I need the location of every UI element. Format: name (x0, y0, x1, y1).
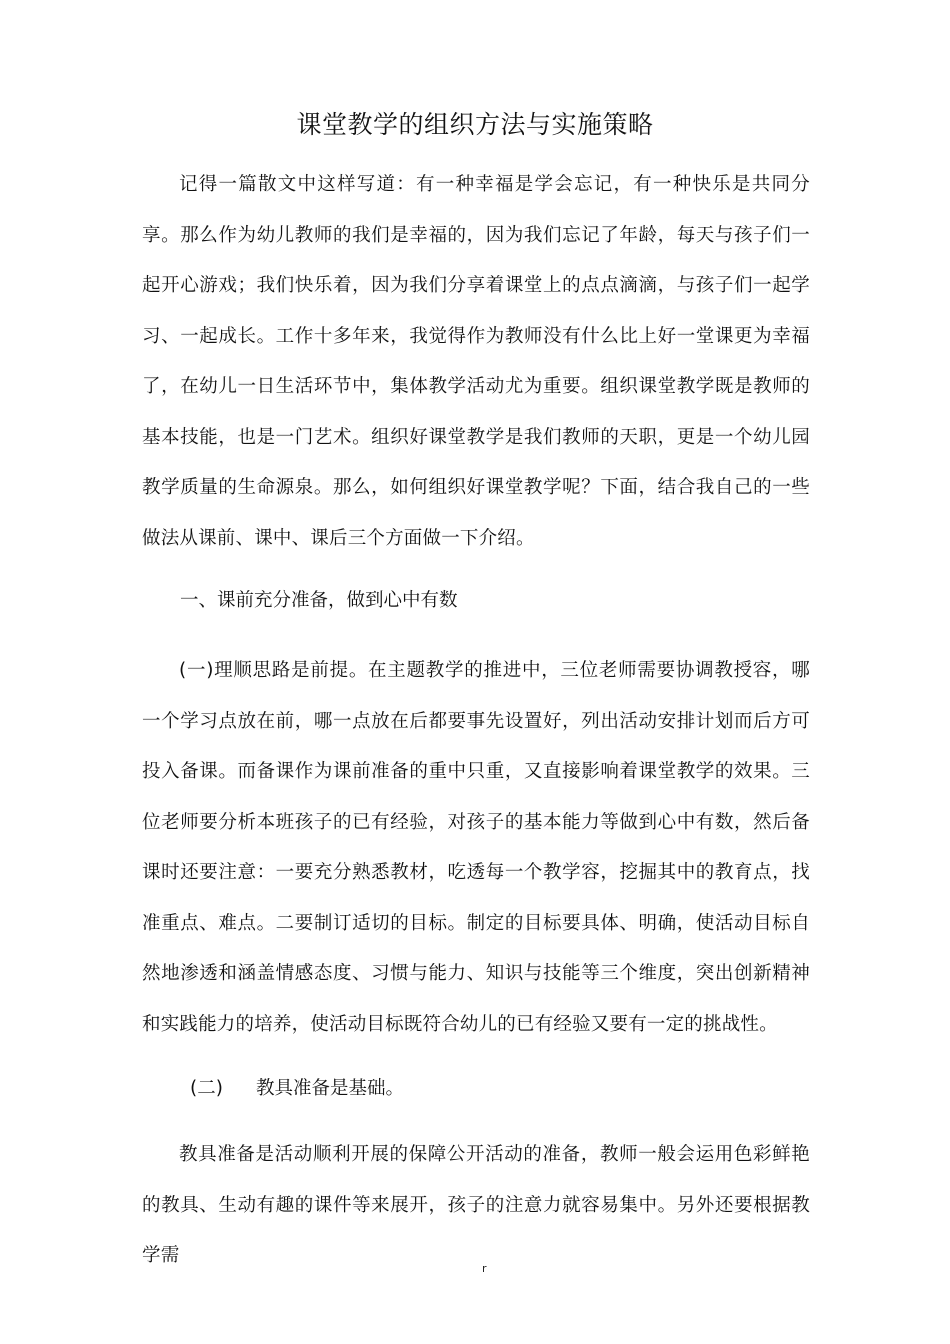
subsection-heading-2 (190, 1074, 404, 1104)
subsection-2-paragraph: 教具准备是活动顺利开展的保障公开活动的准备，教师一般会运用色彩鲜艳的教具、生动有趣的课件等来展开，孩子的注意力就容易集中。另外还要根据教学需 (142, 1144, 810, 1266)
section-heading-1: 一、课前充分准备，做到心中有数 (180, 590, 458, 611)
footer-mark: r (482, 1262, 487, 1275)
subsection-heading-text: 教具准备是基础。 (256, 1078, 405, 1099)
intro-paragraph: 记得一篇散文中这样写道：有一种幸福是学会忘记，有一种快乐是共同分享。那么作为幼儿教师的我们是幸福的，因为我们忘记了年龄，每天与孩子们一起开心游戏；我们快乐着，因为我们分享着课堂上的点点滴滴，与孩子们一起学习、一起成长。工作十多年来，我觉得作为教师没有什么比上好一堂课更为幸福了，在幼儿一日生活环节中，集体教学活动尤为重要。组织课堂教学既是教师的基本技能，也是一门艺术。组织好课堂教学是我们教师的天职，更是一个幼儿园教学质量的生命源泉。那么，如何组织好课堂教学呢？下面，结合我自己的一些做法从课前、课中、课后三个方面做一下介绍。 (142, 174, 810, 549)
subsection-1-paragraph: (一)理顺思路是前提。在主题教学的推进中，三位老师需要协调教授容，哪一个学习点放在前，哪一点放在后都要事先设置好，列出活动安排计划而后方可投入备课。而备课作为课前准备的重中只重，又直接影响着课堂教学的效果。三位老师要分析本班孩子的已有经验，对孩子的基本能力等做到心中有数，然后备课时还要注意：一要充分熟悉教材，吃透每一个教学容，挖掘其中的教育点，找准重点、难点。二要制订适切的目标。制定的目标要具体、明确，使活动目标自然地渗透和涵盖情感态度、习惯与能力、知识与技能等三个维度，突出创新精神和实践能力的培养，使活动目标既符合幼儿的已有经验又要有一定的挑战性。 (142, 660, 810, 1035)
document-title: 课堂教学的组织方法与实施策略 (296, 110, 654, 139)
subsection-number: (二) (190, 1078, 223, 1099)
